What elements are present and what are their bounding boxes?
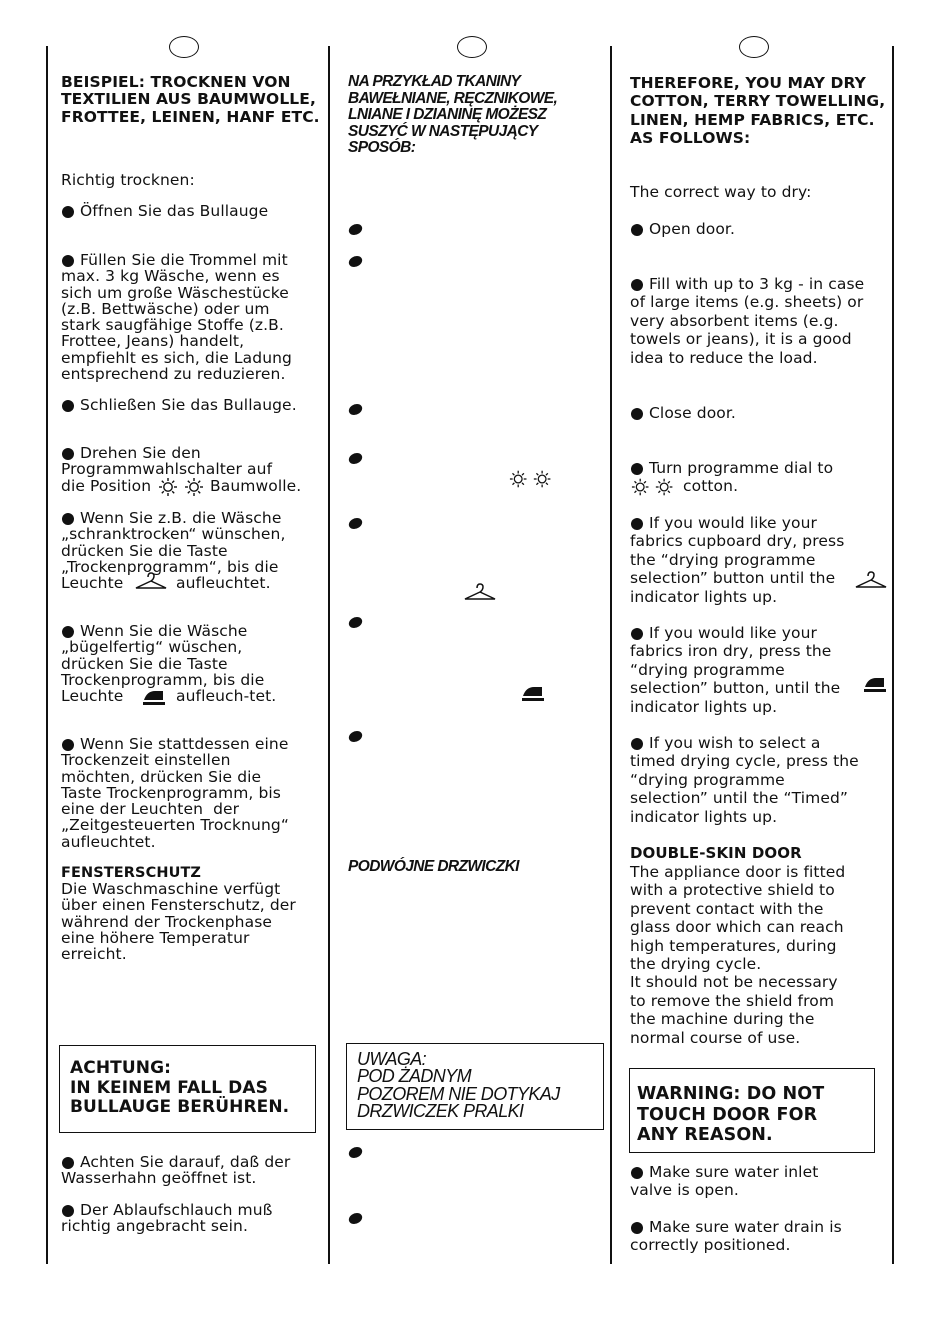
english-step9-bullet (631, 1222, 643, 1234)
english-step9-line1: Make sure water drain is (649, 1218, 842, 1236)
english-step6-line1: If you would like your (649, 624, 817, 642)
english-step8-bullet (631, 1167, 643, 1179)
polish-warning: UWAGA: POD ŻADNYM POZOREM NIE DOTYKAJ DRZWICZEK PRALKI (357, 1049, 560, 1121)
german-step6-line1: Wenn Sie die Wäsche (80, 622, 248, 640)
english-step8-line2: valve is open. (630, 1181, 739, 1200)
german-shield-title: FENSTERSCHUTZ (61, 865, 202, 881)
polish-bullet-6 (348, 617, 364, 628)
english-step3-bullet (631, 408, 643, 420)
german-step2-first: Füllen Sie die Trommel mit (80, 251, 288, 269)
english-step5-lines: fabrics cupboard dry, press the “drying programme selection” button until the indicator lights up. (630, 532, 845, 606)
german-step6-lines: „bügelfertig“ wüschen, drücken Sie die Taste Trockenprogramm, bis die Leuchte (61, 638, 265, 706)
german-step8-line1: Achten Sie darauf, daß der (80, 1153, 291, 1171)
english-step7-line1: If you wish to select a (649, 734, 821, 752)
language-oval-english (739, 36, 769, 58)
german-step7-line1: Wenn Sie stattdessen eine (80, 735, 289, 753)
german-step6-bullet (62, 626, 74, 638)
column-rule-left (46, 46, 48, 1264)
cotton-sun-icon-polish (509, 469, 555, 489)
german-step4-cotton: Baumwolle. (210, 476, 302, 495)
polish-bullet-3 (348, 404, 364, 415)
hanger-icon-english (853, 570, 889, 590)
english-step5-bullet (631, 518, 643, 530)
english-shield-text: The appliance door is fitted with a protective shield to prevent contact with the glass door which can reach high temperatures, during the drying cycle. It should not be necessary to remove the shield from the machine during the normal course of use. (630, 863, 846, 1047)
german-step7-bullet (62, 739, 74, 751)
english-step4-bullet (631, 463, 643, 475)
english-step7-bullet (631, 738, 643, 750)
german-step8-line2: Wasserhahn geöffnet ist. (61, 1169, 257, 1188)
column-rule-right (892, 46, 894, 1264)
polish-heading: NA PRZYKŁAD TKANINY BAWEŁNIANE, RĘCZNIKOWE, LNIANE I DZIANINĘ MOŻESZ SUSZYĆ W NASTĘPUJĄCY SPOSÓB: (348, 73, 558, 156)
iron-icon-polish (520, 684, 546, 702)
polish-bullet-2 (348, 256, 364, 267)
english-step4-cotton: cotton. (683, 477, 739, 496)
hanger-icon-polish (462, 582, 498, 602)
german-heading: BEISPIEL: TROCKNEN VON TEXTILIEN AUS BAUMWOLLE, FROTTEE, LEINEN, HANF ETC. (61, 73, 320, 126)
english-step6-bullet (631, 628, 643, 640)
english-step7-lines: timed drying cycle, press the “drying programme selection” until the “Timed” indicator lights up. (630, 752, 859, 826)
german-step9-line1: Der Ablaufschlauch muß (80, 1201, 273, 1219)
german-step3: Schließen Sie das Bullauge. (80, 396, 297, 414)
cotton-sun-icon (158, 477, 208, 497)
german-step9-bullet (62, 1205, 74, 1217)
iron-icon (141, 688, 167, 706)
polish-bullet-7 (348, 731, 364, 742)
english-step3: Close door. (649, 404, 736, 422)
german-step4-lines: Programmwahlschalter auf die Position (61, 460, 273, 495)
english-step4: Turn programme dial to (649, 459, 834, 477)
polish-bullet-9 (348, 1213, 364, 1224)
language-oval-german (169, 36, 199, 58)
german-step9-line2: richtig angebracht sein. (61, 1217, 248, 1236)
hanger-icon (133, 571, 169, 591)
english-heading: THEREFORE, YOU MAY DRY COTTON, TERRY TOWELLING, LINEN, HEMP FABRICS, ETC. AS FOLLOWS: (630, 74, 886, 148)
german-step5-end: aufleuchtet. (176, 574, 271, 593)
german-step4-bullet (62, 448, 74, 460)
english-step8-line1: Make sure water inlet (649, 1163, 819, 1181)
iron-icon-english (862, 675, 888, 693)
german-step8-bullet (62, 1157, 74, 1169)
polish-bullet-5 (348, 518, 364, 529)
english-step5-line1: If you would like your (649, 514, 817, 532)
german-step1: Öffnen Sie das Bullauge (80, 202, 269, 220)
english-step1-bullet (631, 224, 643, 236)
english-step2-line1: Fill with up to 3 kg - in case (649, 275, 865, 293)
german-subheading: Richtig trocknen: (61, 171, 195, 189)
polish-bullet-4 (348, 453, 364, 464)
german-step6-end: aufleuch-tet. (176, 687, 277, 706)
polish-bullet-1 (348, 224, 364, 235)
german-step1-bullet (62, 206, 74, 218)
english-step2-lines: of large items (e.g. sheets) or very absorbent items (e.g. towels or jeans), it is a good idea to reduce the load. (630, 293, 864, 367)
english-step1: Open door. (649, 220, 736, 238)
column-rule-mid1 (328, 46, 330, 1264)
german-step3-bullet (62, 400, 74, 412)
german-step5-lines: „schranktrocken“ wünschen, drücken Sie die Taste „Trockenprogramm“, bis die Leuchte (61, 525, 286, 593)
german-step5-line1: Wenn Sie z.B. die Wäsche (80, 509, 282, 527)
english-step9-line2: correctly positioned. (630, 1236, 791, 1255)
language-oval-polish (457, 36, 487, 58)
german-step5-bullet (62, 513, 74, 525)
german-step2-rest: max. 3 kg Wäsche, wenn es sich um große Wäschestücke (z.B. Bettwäsche) oder um stark saugfähige Stoffe (z.B. Frottee, Jeans) handelt, empfiehlt es sich, die Ladung entsprechend zu reduzieren. (61, 267, 292, 384)
cotton-sun-icon-english (631, 477, 677, 497)
english-subheading: The correct way to dry: (630, 183, 812, 201)
polish-double-door: PODWÓJNE DRZWICZKI (348, 858, 519, 875)
german-warning: ACHTUNG: IN KEINEM FALL DAS BULLAUGE BERÜHREN. (70, 1058, 290, 1117)
german-shield-text: Die Waschmaschine verfügt über einen Fensterschutz, der während der Trockenphase eine höhere Temperatur erreicht. (61, 880, 296, 964)
english-shield-title: DOUBLE-SKIN DOOR (630, 844, 802, 862)
english-step6-lines: fabrics iron dry, press the “drying programme selection” button, until the indicator lights up. (630, 642, 841, 716)
german-step7-lines: Trockenzeit einstellen möchten, drücken Sie die Taste Trockenprogramm, bis eine der Leuchten der „Zeitgesteuerten Trocknung“ aufleuchtet. (61, 751, 289, 851)
english-step2-bullet (631, 279, 643, 291)
english-warning: WARNING: DO NOT TOUCH DOOR FOR ANY REASON. (637, 1084, 825, 1145)
polish-bullet-8 (348, 1147, 364, 1158)
column-rule-mid2 (610, 46, 612, 1264)
german-step2-bullet (62, 255, 74, 267)
german-step4-line1: Drehen Sie den (80, 444, 201, 462)
